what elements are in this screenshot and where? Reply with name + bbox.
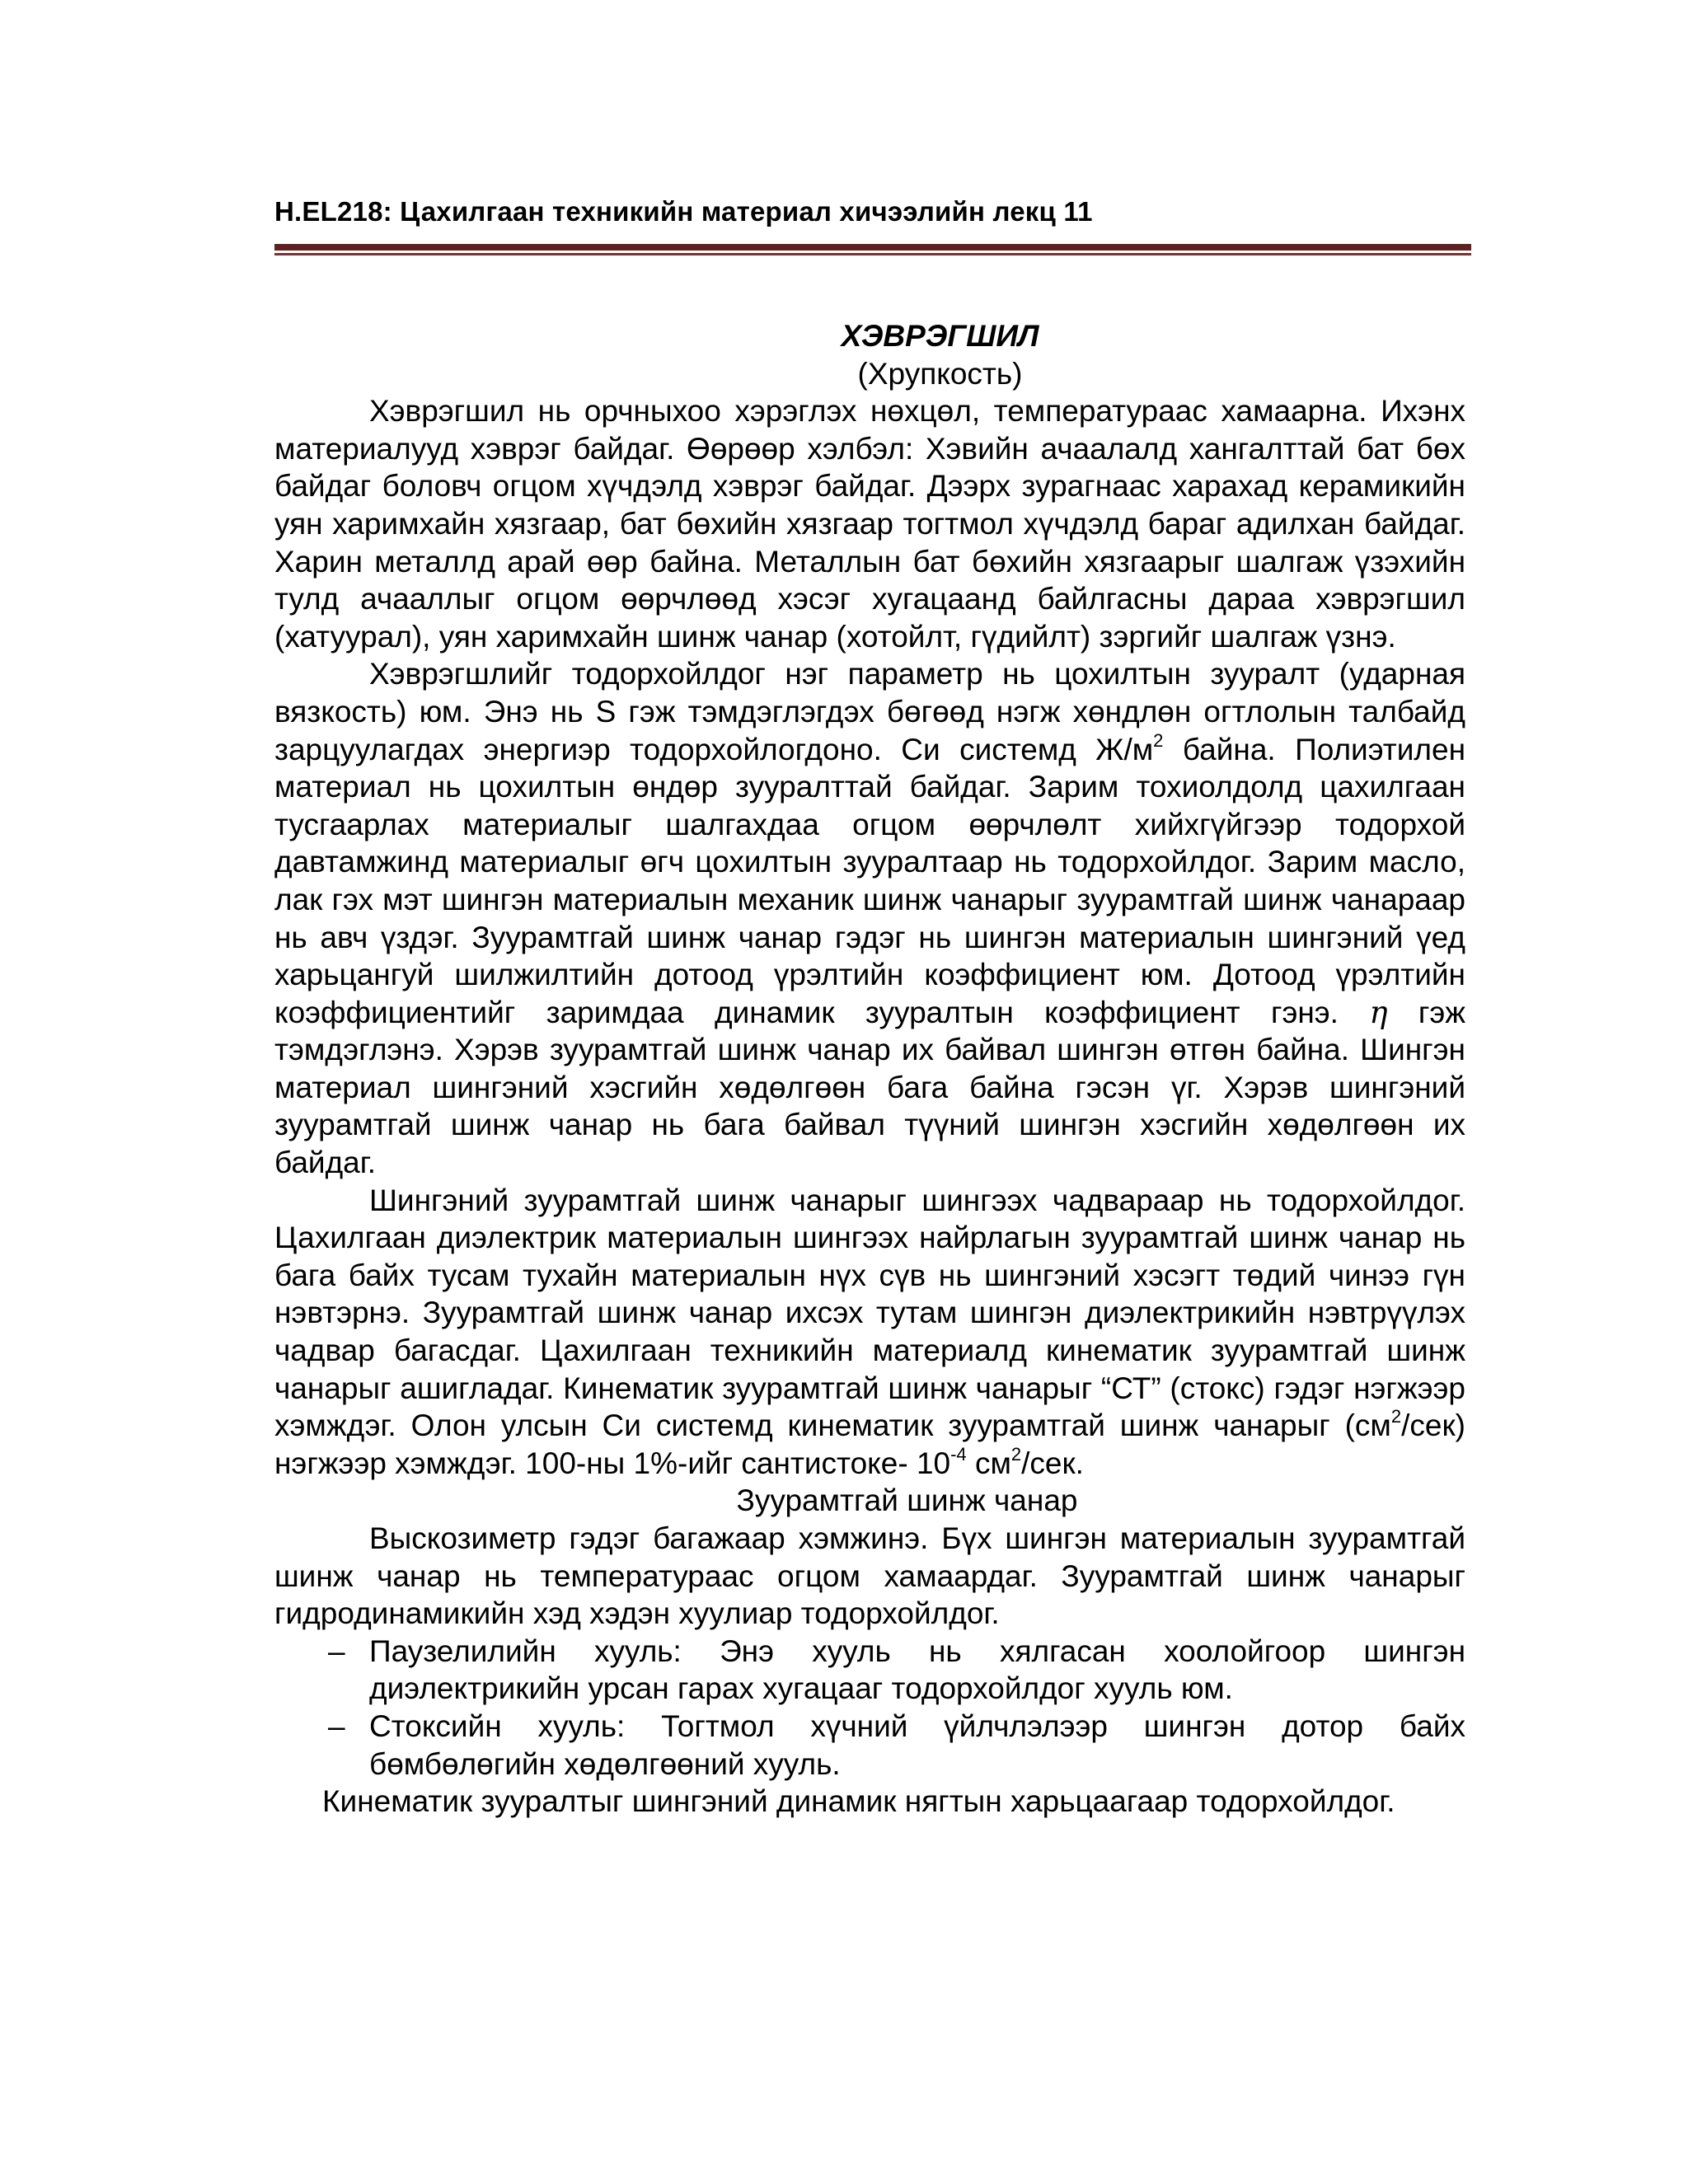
p3-text-1: Шингэний зуурамтгай шинж чанарыг шингээх чадвараар нь тодорхойлдог. Цахилгаан диэлектрик материалын шингээх найрлагын зуурамтгай шинж чанар нь бага байх тусам тухайн материалын нүх сүв нь шингэний хэсэгт төдий чинээ гүн нэвтэрнэ. Зуурамтгай шинж чанар ихсэх тутам шингэн диэлектрикийн нэвтрүүлэх чадвар багасдаг. Цахилгаан техникийн материалд кинематик зуурамтгай шинж чанарыг ашигладаг. Кинематик зуурамтгай шинж чанарыг “СТ” (стокс) гэдэг нэгжээр хэмждэг. Олон улсын Си системд кинематик зуурамтгай шинж чанарыг (см	[274, 1183, 1465, 1443]
paragraph-impact-toughness	[274, 655, 1465, 1181]
list-item	[274, 1708, 1465, 1783]
p3-sup-3: 2	[1010, 1443, 1022, 1465]
section-subtitle: (Хрупкость)	[857, 356, 1023, 391]
dash-bullet: –	[328, 1708, 345, 1743]
laws-list	[274, 1633, 1465, 1783]
header-rule-thin	[274, 253, 1471, 255]
section-title: ХЭВРЭГШИЛ	[841, 319, 1039, 353]
p3-text-2: /сек) нэгжээр хэмждэг. 100-ны 1%-ийг сантистоке- 10	[274, 1408, 1465, 1480]
viscosity-heading: Зуурамтгай шинж чанар	[736, 1483, 1078, 1518]
p3-text-3: см	[966, 1446, 1011, 1480]
header-title: H.EL218: Цахилгаан техникийн материал хичээлийн лекц 11	[274, 196, 1093, 227]
paragraph-viscosity	[274, 1182, 1465, 1483]
list-item	[274, 1633, 1465, 1708]
p3-text-4: /сек.	[1021, 1446, 1084, 1480]
header-rule-thick	[274, 244, 1471, 251]
paragraph-brittleness: Хэврэгшил нь орчныхоо хэрэглэх нөхцөл, температураас хамаарна. Ихэнх материалууд хэврэг байдаг. Өөрөөр хэлбэл: Хэвийн ачаалалд хангалттай бат бөх байдаг боловч огцом хүчдэлд хэврэг байдаг. Дээрх зурагнаас харахад керамикийн уян харимхайн хязгаар, бат бөхийн хязгаар тогтмол хүчдэлд бараг адилхан байдаг. Харин металлд арай өөр байна. Металлын бат бөхийн хязгаарыг шалгаж үзэхийн тулд ачааллыг огцом өөрчлөөд хэсэг хугацаанд байлгасны дараа хэврэгшил (хатуурал), уян харимхайн шинж чанар (хотойлт, гүдийлт) зэргийг шалгаж үзнэ.	[274, 394, 1465, 654]
p2-text-3: гэж тэмдэглэнэ. Хэрэв зуурамтгай шинж чанар их байвал шингэн өтгөн байна. Шингэн материал шингэний хэсгийн хөдөлгөөн бага байна гэсэн үг. Хэрэв шингэний зуурамтгай шинж чанар нь бага байвал түүний шингэн хэсгийн хөдөлгөөн их байдаг.	[274, 995, 1466, 1180]
p3-sup-1: 2	[1390, 1406, 1402, 1427]
list-item-text: Стоксийн хууль: Тогтмол хүчний үйлчлэлээр шингэн дотор байх бөмбөлөгийн хөдөлгөөний хууль.	[369, 1708, 1465, 1781]
p2-text-1: Хэврэгшлийг тодорхойлдог нэг параметр нь цохилтын зууралт (ударная вязкость) юм. Энэ нь S гэж тэмдэглэгдэх бөгөөд нэгж хөндлөн огтлолын талбайд зарцуулагдах энергиэр тодорхойлогдоно. Си системд Ж/м	[274, 657, 1465, 766]
paragraph-kinematic: Кинематик зууралтыг шингэний динамик нягтын харьцаагаар тодорхойлдог.	[322, 1784, 1395, 1819]
p3-sup-2: -4	[950, 1443, 967, 1465]
paragraph-viscometer: Выскозиметр гэдэг багажаар хэмжинэ. Бүх шингэн материалын зуурамтгай шинж чанар нь температураас огцом хамаардаг. Зуурамтгай шинж чанарыг гидродинамикийн хэд хэдэн хуулиар тодорхойлдог.	[274, 1521, 1465, 1631]
list-item-text: Паузелилийн хууль: Энэ хууль нь хялгасан хоолойгоор шингэн диэлектрикийн урсан гарах хугацааг тодорхойлдог хууль юм.	[369, 1633, 1465, 1706]
dash-bullet: –	[328, 1633, 345, 1668]
p2-text-2: байна. Полиэтилен материал нь цохилтын өндөр зууралттай байдаг. Зарим тохиолдолд цахилгаан тусгаарлах материалыг шалгахдаа огцом өөрчлөлт хийхгүйгээр тодорхой давтамжинд материалыг өгч цохилтын зууралтаар нь тодорхойлдог. Зарим масло, лак гэх мэт шингэн материалын механик шинж чанарыг зуурамтгай шинж чанараар нь авч үздэг. Зуурамтгай шинж чанар гэдэг нь шингэн материалын шингэний үед харьцангуй шилжилтийн дотоод үрэлтийн коэффициент юм. Дотоод үрэлтийн коэффициентийг заримдаа динамик зууралтын коэффициент гэнэ.	[274, 732, 1465, 1029]
eta-symbol: η	[1369, 994, 1388, 1030]
p2-sup-1: 2	[1153, 729, 1164, 751]
document-body	[274, 317, 1465, 1821]
